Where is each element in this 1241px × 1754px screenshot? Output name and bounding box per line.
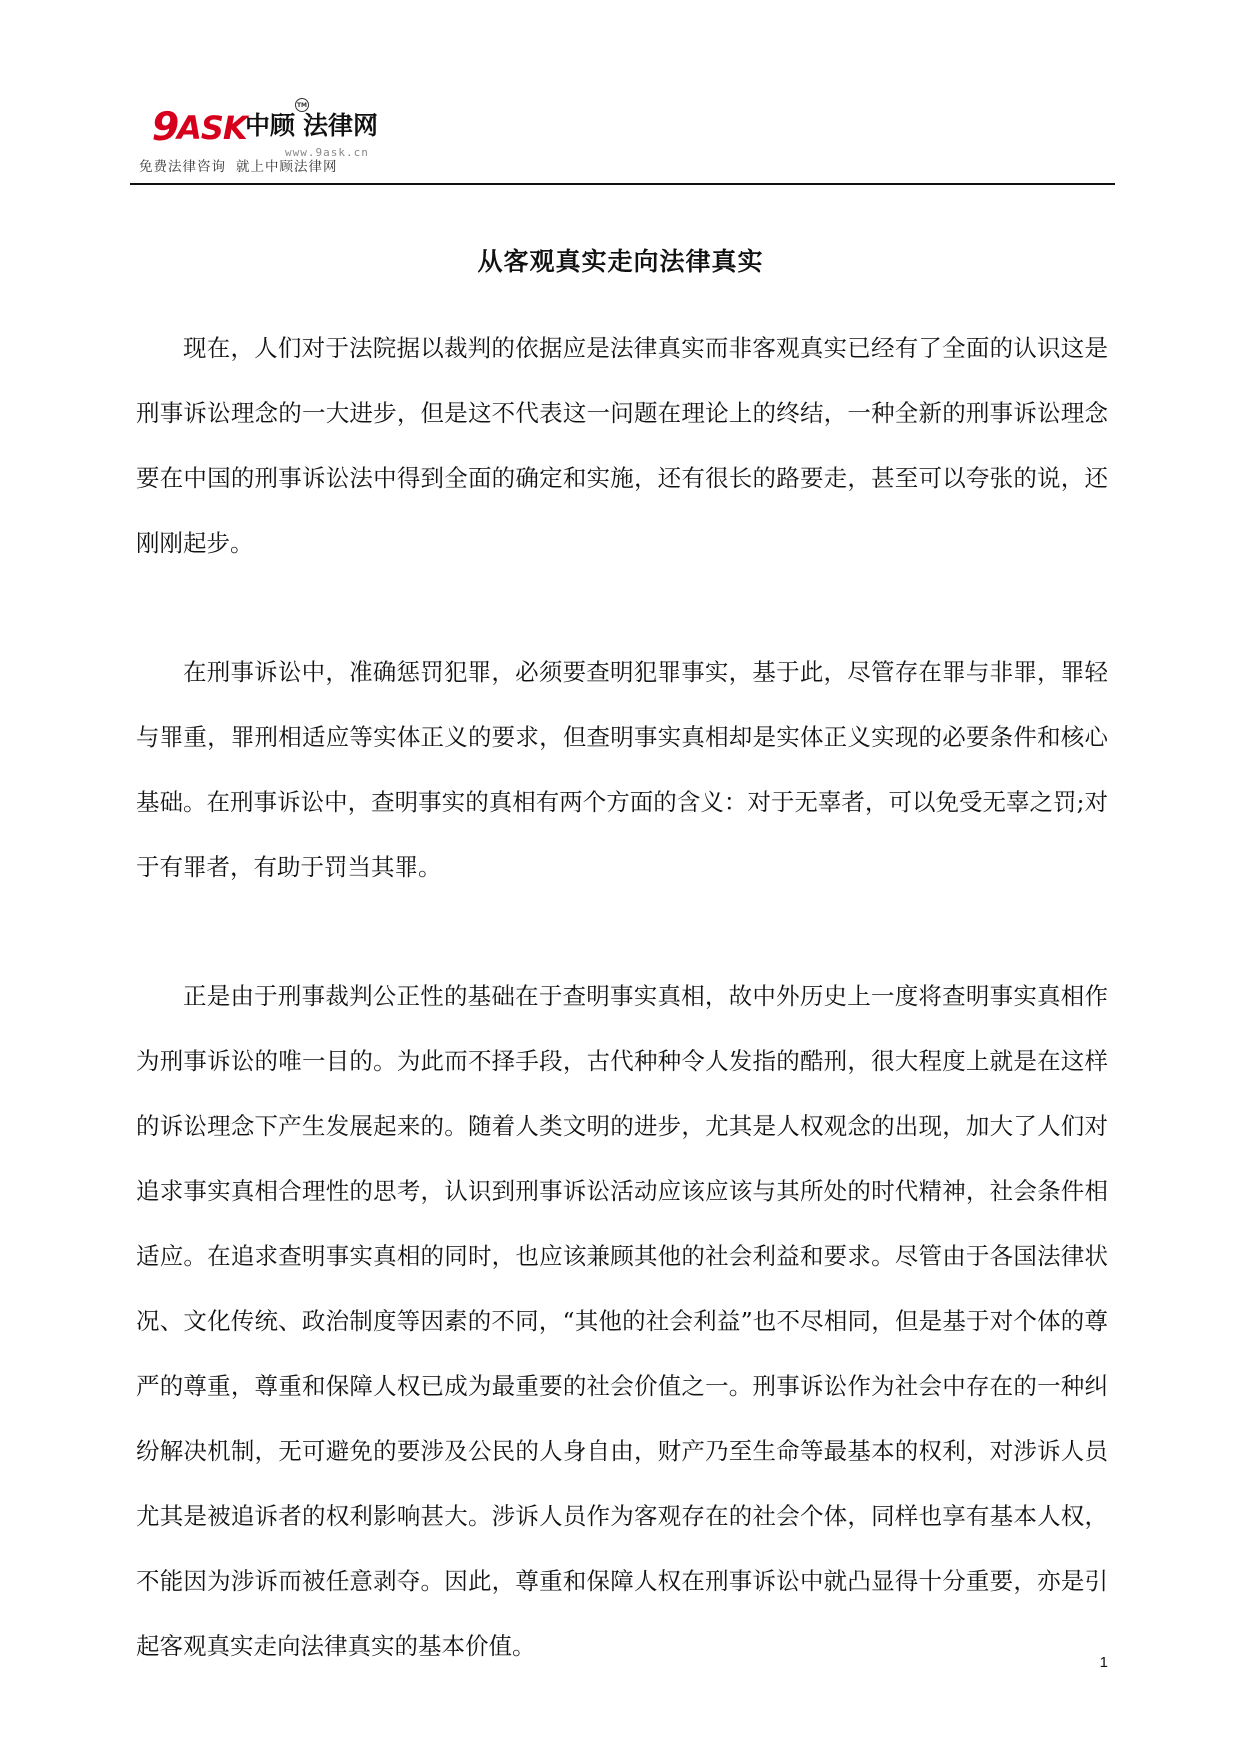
logo-slogan-part1: 免费法律咨询 (139, 159, 226, 175)
logo-url: www.9ask.cn (285, 146, 369, 159)
logo-slogan-part2: 就上中顾法律网 (236, 159, 338, 175)
logo-brand (245, 108, 378, 144)
logo-brand-part2: 法律网 (303, 111, 379, 140)
paragraph-1: 现在，人们对于法院据以裁判的依据应是法律真实而非客观真实已经有了全面的认识这是刑事诉讼理念的一大进步，但是这不代表这一问题在理论上的终结，一种全新的刑事诉讼理念要在中国的刑事诉讼法中得到全面的确定和实施，还有很长的路要走，甚至可以夸张的说，还刚刚起步。 (136, 334, 1108, 557)
logo (137, 92, 427, 182)
logo-mark-text: ASK (177, 109, 247, 147)
header-divider (130, 183, 1115, 185)
page-header (137, 92, 1137, 182)
paragraph-3: 正是由于刑事裁判公正性的基础在于查明事实真相，故中外历史上一度将查明事实真相作为刑事诉讼的唯一目的。为此而不择手段，古代种种令人发指的酷刑，很大程度上就是在这样的诉讼理念下产生发展起来的。随着人类文明的进步，尤其是人权观念的出现，加大了人们对追求事实真相合理性的思考，认识到刑事诉讼活动应该应该与其所处的时代精神，社会条件相适应。在追求查明事实真相的同时，也应该兼顾其他的社会利益和要求。尽管由于各国法律状况、文化传统、政治制度等因素的不同，“其他的社会利益”也不尽相同，但是基于对个体的尊严的尊重，尊重和保障人权已成为最重要的社会价值之一。刑事诉讼作为社会中存在的一种纠纷解决机制，无可避免的要涉及公民的人身自由，财产乃至生命等最基本的权利，对涉诉人员尤其是被追诉者的权利影响甚大。涉诉人员作为客观存在的社会个体，同样也享有基本人权，不能因为涉诉而被任意剥夺。因此，尊重和保障人权在刑事诉讼中就凸显得十分重要，亦是引起客观真实走向法律真实的基本价值。 (136, 982, 1108, 1660)
document-title: 从客观真实走向法律真实 (477, 246, 764, 276)
logo-mark (153, 106, 247, 150)
trademark-icon: TM (295, 98, 309, 112)
logo-mark-number: 9 (151, 104, 179, 150)
document-body (136, 316, 1108, 1679)
paragraph-2: 在刑事诉讼中，准确惩罚犯罪，必须要查明犯罪事实，基于此，尽管存在罪与非罪，罪轻与罪重，罪刑相适应等实体正义的要求，但查明事实真相却是实体正义实现的必要条件和核心基础。在刑事诉讼中，查明事实的真相有两个方面的含义：对于无辜者，可以免受无辜之罚;对于有罪者，有助于罚当其罪。 (136, 658, 1108, 881)
logo-brand-part1: 中顾 (245, 111, 296, 140)
page-number: 1 (1099, 1654, 1108, 1671)
logo-slogan (139, 156, 338, 178)
